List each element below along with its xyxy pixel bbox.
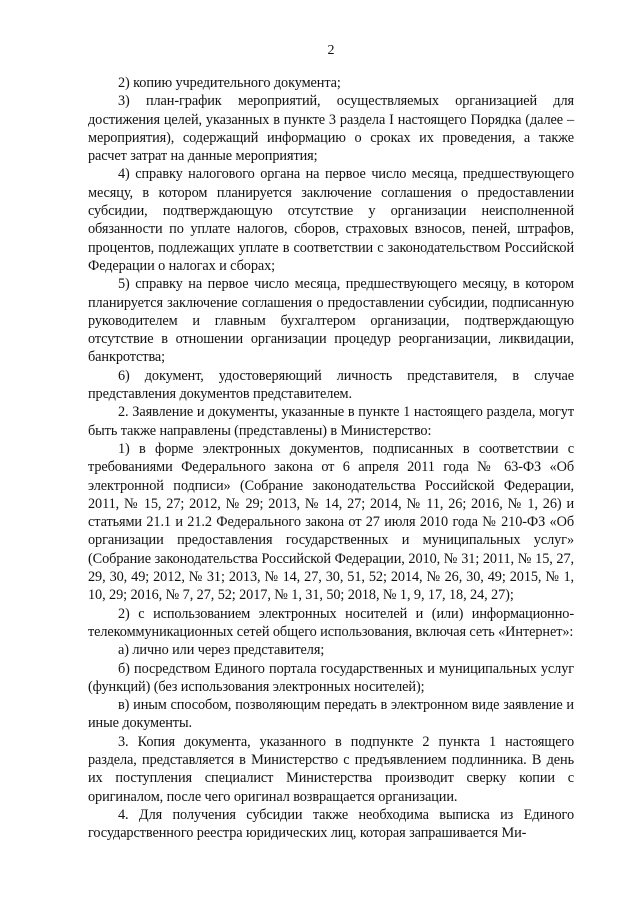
paragraph-section-3: 3. Копия документа, указанного в подпункте 2 пункта 1 настоящего раздела, представляется в Министерство с предъявлением подлинника. В день их поступления специалист Министерства производит сверку копии с оригиналом, после чего оригинал возвращается организации. xyxy=(88,733,574,805)
paragraph-item-2: 2) копию учредительного документа; xyxy=(118,75,341,91)
paragraph-subitem-b: б) посредством Единого портала государственных и муниципальных услуг (функций) (без использования электронных носителей); xyxy=(88,660,574,695)
paragraph-section-2: 2. Заявление и документы, указанные в пункте 1 настоящего раздела, могут быть также направлены (представлены) в Министерство: xyxy=(88,404,574,439)
paragraph-subitem-1-electronic: 1) в форме электронных документов, подписанных в соответствии с требованиями Федерального закона от 6 апреля 2011 года № 63-ФЗ «Об электронной подписи» (Собрание законодательства Российской Федерации, 2011, № 15, 27; 2012, № 29; 2013, № 14, 27; 2014, № 11, 26; 2016, № 1, 26) и статьями 21.1 и 21.2 Федерального закона от 27 июля 2010 года № 210-ФЗ «Об организации предоставления государственных и муниципальных услуг» (Собрание законодательства Российской Федерации, 2010, № 31; 2011, № 15, 27, 29, 30, 49; 2012, № 31; 2013, № 14, 27, 30, 51, 52; 2014, № 26, 30, 49; 2015, № 1, 10, 29; 2016, № 7, 27, 52; 2017, № 1, 31, 50; 2018, № 1, 9, 17, 18, 24, 27); xyxy=(88,440,574,604)
paragraph-item-6: 6) документ, удостоверяющий личность представителя, в случае представления документов представителем. xyxy=(88,367,574,403)
paragraph-section-4: 4. Для получения субсидии также необходима выписка из Единого государственного реестра юридических лиц, которая запрашивается Ми- xyxy=(88,806,574,842)
paragraph-subitem-c: в) иным способом, позволяющим передать в электронном виде заявление и иные документы. xyxy=(88,697,574,732)
paragraph-subitem-a: а) лично или через представителя; xyxy=(118,642,325,659)
page-number: 2 xyxy=(327,43,335,58)
paragraph-item-5: 5) справку на первое число месяца, предшествующего месяцу, в котором планируется заключение соглашения о предоставлении субсидии, подписанную руководителем и главным бухгалтером организации, подтверждающую отсутствие в отношении организации процедур реорганизации, ликвидации, банкротства; xyxy=(88,276,574,366)
paragraph-subitem-2-media: 2) с использованием электронных носителей и (или) информационно-телекоммуникационных сетей общего использования, включая сеть «Интернет»: xyxy=(88,605,574,640)
paragraph-item-3: 3) план-график мероприятий, осуществляемых организацией для достижения целей, указанных в пункте 3 раздела I настоящего Порядка (далее – мероприятия), содержащий информацию о сроках их проведения, а также расчет затрат на данные мероприятия; xyxy=(88,93,574,165)
paragraph-item-4: 4) справку налогового органа на первое число месяца, предшествующего месяцу, в котором планируется заключение соглашения о предоставлении субсидии, подтверждающую отсутствие у организации неисполненной обязанности по уплате налогов, сборов, страховых взносов, пеней, штрафов, процентов, подлежащих уплате в соответствии с законодательством Российской Федерации о налогах и сборах; xyxy=(88,166,574,274)
